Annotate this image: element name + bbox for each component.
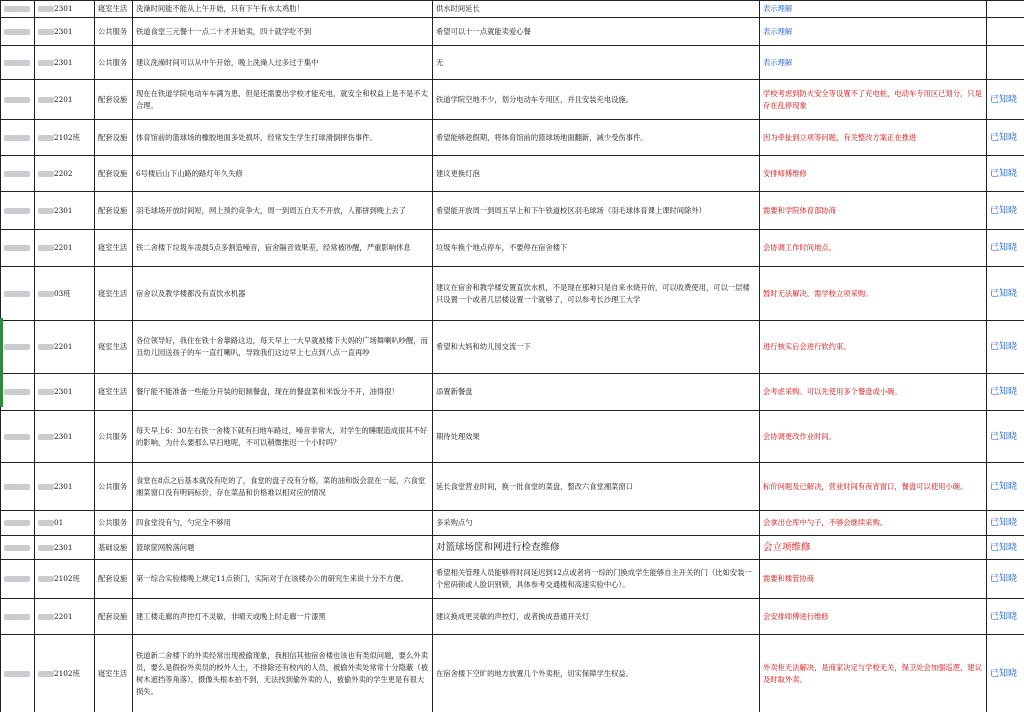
issue-cell[interactable]: 现在在铁道学院电动车车满为患，但是还需要出学校才能充电，就安全和权益上是不是不太合理。: [133, 80, 433, 120]
category-cell[interactable]: 寝室生活: [95, 635, 133, 712]
issue-cell[interactable]: 6号楼后山下山路的路灯年久失修: [133, 156, 433, 192]
name-cell-redacted[interactable]: [1, 120, 35, 156]
name-cell-redacted[interactable]: [1, 411, 35, 463]
category-cell[interactable]: 寝室生活: [95, 267, 133, 321]
suggestion-cell[interactable]: 延长食堂营业时间，换一批食堂的菜盘，整改六食堂湘菜窗口: [433, 463, 760, 511]
class-cell[interactable]: [35, 463, 95, 511]
status-cell[interactable]: 已知晓: [987, 560, 1024, 599]
reply-cell[interactable]: 标价问题及已解决，营业时间有夜宵窗口，餐盘可以使用小碗。: [760, 463, 987, 511]
class-label: 03班: [54, 288, 71, 298]
category-cell[interactable]: 公共服务: [95, 411, 133, 463]
name-cell-redacted[interactable]: [1, 18, 35, 46]
suggestion-cell[interactable]: 希望和大妈和幼儿园交流一下: [433, 321, 760, 374]
class-cell[interactable]: [35, 635, 95, 712]
reply-cell[interactable]: 会拿出仓库中勺子，不够会继续采购。: [760, 511, 987, 536]
redacted-block: [38, 6, 54, 12]
class-cell[interactable]: [35, 1, 95, 18]
suggestion-cell[interactable]: 希望可以十一点就能卖爱心餐: [433, 18, 760, 46]
table-row[interactable]: [1, 635, 1024, 712]
class-cell[interactable]: [35, 374, 95, 411]
table-row[interactable]: [1, 46, 1024, 80]
name-cell-redacted[interactable]: [1, 463, 35, 511]
category-cell[interactable]: 寝室生活: [95, 321, 133, 374]
reply-cell[interactable]: 会立项维修: [760, 536, 987, 560]
category-cell[interactable]: 配套设施: [95, 599, 133, 635]
class-cell[interactable]: [35, 192, 95, 230]
class-cell[interactable]: [35, 80, 95, 120]
redacted-block: [38, 245, 54, 251]
class-label: 2301: [54, 57, 73, 67]
class-cell[interactable]: [35, 536, 95, 560]
status-cell[interactable]: 已知晓: [987, 635, 1024, 712]
redacted-block: [38, 389, 54, 395]
redacted-block: [38, 60, 54, 66]
class-label: 2301: [54, 4, 73, 13]
suggestion-cell[interactable]: 希望能开放周一到周五早上和下午铁道校区羽毛球场（羽毛球体育课上课时间除外）: [433, 192, 760, 230]
class-cell[interactable]: [35, 120, 95, 156]
reply-cell[interactable]: 需要和学院体育部协商: [760, 192, 987, 230]
class-label: 2201: [54, 94, 73, 104]
table-row[interactable]: [1, 463, 1024, 511]
category-cell[interactable]: 配套设施: [95, 192, 133, 230]
redacted-block: [38, 545, 54, 551]
class-label: 2202: [54, 168, 73, 178]
class-label: 2102班: [54, 132, 80, 142]
status-cell[interactable]: [987, 18, 1024, 46]
category-cell[interactable]: 配套设施: [95, 156, 133, 192]
issue-cell[interactable]: 篮球筐网脱落问题: [133, 536, 433, 560]
reply-cell[interactable]: 会考虑采购。可以先使用多个餐盘或小碗。: [760, 374, 987, 411]
redacted-block: [38, 576, 54, 582]
issue-cell[interactable]: 铁道食堂三元餐十一点二十才开始卖，四十就学吃不到: [133, 18, 433, 46]
status-cell[interactable]: [987, 1, 1024, 18]
category-cell[interactable]: 基础设施: [95, 536, 133, 560]
redacted-block: [38, 671, 54, 677]
table-row[interactable]: [1, 599, 1024, 635]
redacted-block: [38, 208, 54, 214]
class-cell[interactable]: [35, 18, 95, 46]
class-label: 01: [54, 518, 64, 527]
class-label: 2102班: [54, 669, 80, 678]
class-cell[interactable]: [35, 46, 95, 80]
redacted-block: [38, 434, 54, 440]
category-cell[interactable]: 公共服务: [95, 463, 133, 511]
table-row[interactable]: [1, 511, 1024, 536]
class-cell[interactable]: [35, 511, 95, 536]
suggestion-cell[interactable]: 期待处理效果: [433, 411, 760, 463]
table-row[interactable]: [1, 267, 1024, 321]
name-cell-redacted[interactable]: [1, 511, 35, 536]
issue-cell[interactable]: 洗澡时间能不能从上午开始，只有下午有水太鸡肋！: [133, 1, 433, 18]
status-cell[interactable]: 已知晓: [987, 80, 1024, 120]
redacted-block: [38, 614, 54, 620]
class-cell[interactable]: [35, 599, 95, 635]
name-cell-redacted[interactable]: [1, 536, 35, 560]
status-cell[interactable]: 已知晓: [987, 536, 1024, 560]
table-row[interactable]: [1, 18, 1024, 46]
name-cell-redacted[interactable]: [1, 321, 35, 374]
issue-cell[interactable]: 食堂在8点之后基本就没有吃的了，食堂的盘子没有分格，菜的油和饭会混在一起，六食堂湘菜窗口没有明码标价，存在菜品和价格难以相对应的情况: [133, 463, 433, 511]
class-cell[interactable]: [35, 230, 95, 267]
category-cell[interactable]: 寝室生活: [95, 1, 133, 18]
redacted-block: [38, 344, 54, 350]
class-label: 2301: [54, 205, 73, 215]
table-row[interactable]: [1, 536, 1024, 560]
issue-cell[interactable]: 铁二舍楼下垃圾车凌晨5点多割造噪音，宿舍隔音效果差，经常被吵醒，严重影响休息: [133, 230, 433, 267]
class-cell[interactable]: [35, 156, 95, 192]
table-row[interactable]: [1, 374, 1024, 411]
table-row[interactable]: [1, 230, 1024, 267]
category-cell[interactable]: 配套设施: [95, 80, 133, 120]
issue-cell[interactable]: 体育馆前的篮球场的橡胶地面多处损坏，经常发生学生打球滑倒摔伤事件。: [133, 120, 433, 156]
issue-cell[interactable]: 建议洗澡时间可以从中午开始，晚上洗澡人过多过于集中: [133, 46, 433, 80]
reply-cell[interactable]: 表示理解: [760, 46, 987, 80]
class-label: 2102班: [54, 574, 80, 583]
category-cell[interactable]: 配套设施: [95, 560, 133, 599]
suggestion-cell[interactable]: 铁道学院空地不少，划分电动车专用区，并且安装充电设施。: [433, 80, 760, 120]
reply-cell[interactable]: 会协调工作时间地点。: [760, 230, 987, 267]
reply-cell[interactable]: 会协调更改作业时间。: [760, 411, 987, 463]
suggestion-cell[interactable]: 供水时间延长: [433, 1, 760, 18]
name-cell-redacted[interactable]: [1, 635, 35, 712]
reply-cell[interactable]: 表示理解: [760, 18, 987, 46]
name-cell-redacted[interactable]: [1, 560, 35, 599]
category-cell[interactable]: 公共服务: [95, 18, 133, 46]
suggestion-cell[interactable]: 在宿舍楼下空旷的地方放置几个外卖柜，切实保障学生权益。: [433, 635, 760, 712]
status-cell[interactable]: 已知晓: [987, 267, 1024, 321]
issue-cell[interactable]: 餐厅能不能准备一些能分开装的铝制餐盘，现在的餐盘菜和米饭分不开，油得很！: [133, 374, 433, 411]
class-cell[interactable]: [35, 560, 95, 599]
suggestion-cell[interactable]: 希望能够趁假期，将体育馆前的篮球场地面翻新，减少受伤事件。: [433, 120, 760, 156]
name-cell-redacted[interactable]: [1, 1, 35, 18]
class-label: 2201: [54, 342, 73, 351]
reply-cell[interactable]: 需要和楼管协商: [760, 560, 987, 599]
redacted-block: [38, 484, 54, 490]
status-cell[interactable]: 已知晓: [987, 599, 1024, 635]
name-cell-redacted[interactable]: [1, 230, 35, 267]
issue-cell[interactable]: 各位领导好，我住在铁十舍靠路这边，每天早上一大早就被楼下大妈的广场舞喇叭吵醒，而且幼儿园送孩子的车一直打喇叭，导致我们这边早上七点到八点一直再吵: [133, 321, 433, 374]
reply-cell[interactable]: 进行核实后会进行软约束。: [760, 321, 987, 374]
name-cell-redacted[interactable]: [1, 599, 35, 635]
category-cell[interactable]: 公共服务: [95, 511, 133, 536]
issue-cell[interactable]: 四食堂没有勺，勺完全不够用: [133, 511, 433, 536]
redacted-block: [38, 97, 54, 103]
name-cell-redacted[interactable]: [1, 80, 35, 120]
selection-marker: [0, 318, 3, 373]
name-cell-redacted[interactable]: [1, 374, 35, 411]
status-cell[interactable]: 已知晓: [987, 463, 1024, 511]
status-cell[interactable]: 已知晓: [987, 192, 1024, 230]
category-cell[interactable]: 配套设施: [95, 120, 133, 156]
redacted-block: [38, 520, 54, 526]
class-label: 2301: [54, 542, 73, 552]
suggestion-cell[interactable]: 添置新餐盘: [433, 374, 760, 411]
redacted-block: [38, 291, 54, 297]
suggestion-cell[interactable]: 无: [433, 46, 760, 80]
status-cell[interactable]: 已知晓: [987, 230, 1024, 267]
table-row[interactable]: [1, 1, 1024, 18]
issue-cell[interactable]: 铁道新二舍楼下的外卖经常出现被偷现象，我相信其他宿舍楼也该也有类似问题，要么外卖员，要么是假扮外卖员的校外人士，不排除还有校内的人员，被偷外卖处常常十分隐蔽（被树木遮挡等角落），摄像头根本拍不到，无法找到偷外卖的人，被偷外卖的学生更是有很大损失。: [133, 635, 433, 712]
suggestion-cell[interactable]: 建议更换灯泡: [433, 156, 760, 192]
class-label: 2301: [54, 387, 73, 396]
reply-cell[interactable]: 外卖柜无法解决，是商家决定与学校无关，保卫处会加强巡逻，建议及时取外卖。: [760, 635, 987, 712]
name-cell-redacted[interactable]: [1, 267, 35, 321]
status-cell[interactable]: 已知晓: [987, 321, 1024, 374]
issue-cell[interactable]: 建工楼走廊的声控灯不灵敏，非晴天或晚上时走廊一片漆黑: [133, 599, 433, 635]
class-cell[interactable]: [35, 411, 95, 463]
selection-marker: [0, 371, 3, 407]
category-cell[interactable]: 公共服务: [95, 46, 133, 80]
suggestion-cell[interactable]: 垃圾车换个地点停车，不要停在宿舍楼下: [433, 230, 760, 267]
table-row[interactable]: [1, 156, 1024, 192]
class-cell[interactable]: [35, 267, 95, 321]
class-label: 2201: [54, 243, 73, 252]
table-row[interactable]: [1, 120, 1024, 156]
reply-cell[interactable]: 会安排师傅进行维修: [760, 599, 987, 635]
table-row[interactable]: [1, 411, 1024, 463]
class-label: 2301: [54, 26, 73, 36]
status-cell[interactable]: [987, 46, 1024, 80]
class-label: 2201: [54, 611, 73, 621]
redacted-block: [38, 135, 54, 141]
table-row[interactable]: [1, 192, 1024, 230]
issue-cell[interactable]: 每天早上6：30左右铁一舍楼下就有扫地车路过，噪音非常大，对学生的睡眠造成很其不好的影响，为什么要那么早扫地呢，不可以稍微推迟一个小时吗？: [133, 411, 433, 463]
suggestion-cell[interactable]: 多采购点勺: [433, 511, 760, 536]
suggestion-cell[interactable]: 希望相关管理人员能够将时间延迟到12点或者将一综的门换成学生能够自主开关的门（比如安装一个密码锁或人脸识别锁，具体参考交通楼和高速实验中心）。: [433, 560, 760, 599]
status-cell[interactable]: 已知晓: [987, 156, 1024, 192]
class-label: 2301: [54, 481, 73, 491]
table-row[interactable]: [1, 321, 1024, 374]
status-cell[interactable]: 已知晓: [987, 511, 1024, 536]
table-row[interactable]: [1, 80, 1024, 120]
class-label: 2301: [54, 431, 73, 441]
redacted-block: [38, 171, 54, 177]
name-cell-redacted[interactable]: [1, 192, 35, 230]
suggestion-cell[interactable]: 对篮球场筐和网进行检查维修: [433, 536, 760, 560]
category-cell[interactable]: 寝室生活: [95, 230, 133, 267]
issue-cell[interactable]: 羽毛球场开放时间短，网上预约竞争大，周一到周五白天不开放，人都拼到晚上去了: [133, 192, 433, 230]
reply-cell[interactable]: 暂时无法解决，需学校立项采购。: [760, 267, 987, 321]
status-cell[interactable]: 已知晓: [987, 374, 1024, 411]
issue-cell[interactable]: 宿舍以及教学楼都没有直饮水机器: [133, 267, 433, 321]
name-cell-redacted[interactable]: [1, 46, 35, 80]
table-row[interactable]: [1, 560, 1024, 599]
name-cell-redacted[interactable]: [1, 156, 35, 192]
category-cell[interactable]: 寝室生活: [95, 374, 133, 411]
reply-cell[interactable]: 表示理解: [760, 1, 987, 18]
issue-cell[interactable]: 第一综合实验楼晚上规定11点锁门，实际对于在该楼办公的研究生来说十分不方便。: [133, 560, 433, 599]
reply-cell[interactable]: 安排师傅维修: [760, 156, 987, 192]
status-cell[interactable]: 已知晓: [987, 411, 1024, 463]
reply-cell[interactable]: 学校考虑到防火安全等设置不了充电桩，电动车专用区已划分，只是存在乱停现象: [760, 80, 987, 120]
class-cell[interactable]: [35, 321, 95, 374]
reply-cell[interactable]: 因为牵扯到立项等问题，有关整改方案正在推进: [760, 120, 987, 156]
status-cell[interactable]: 已知晓: [987, 120, 1024, 156]
suggestion-cell[interactable]: 建议换成更灵敏的声控灯，或者换成普通开关灯: [433, 599, 760, 635]
suggestion-cell[interactable]: 建议在宿舍和教学楼安置直饮水机，不是现在那种只是自来水烧开的，可以收费使用，可以一层楼只设置一个或者几层楼设置一个就够了，可以参考长沙理工大学: [433, 267, 760, 321]
redacted-block: [38, 29, 54, 35]
